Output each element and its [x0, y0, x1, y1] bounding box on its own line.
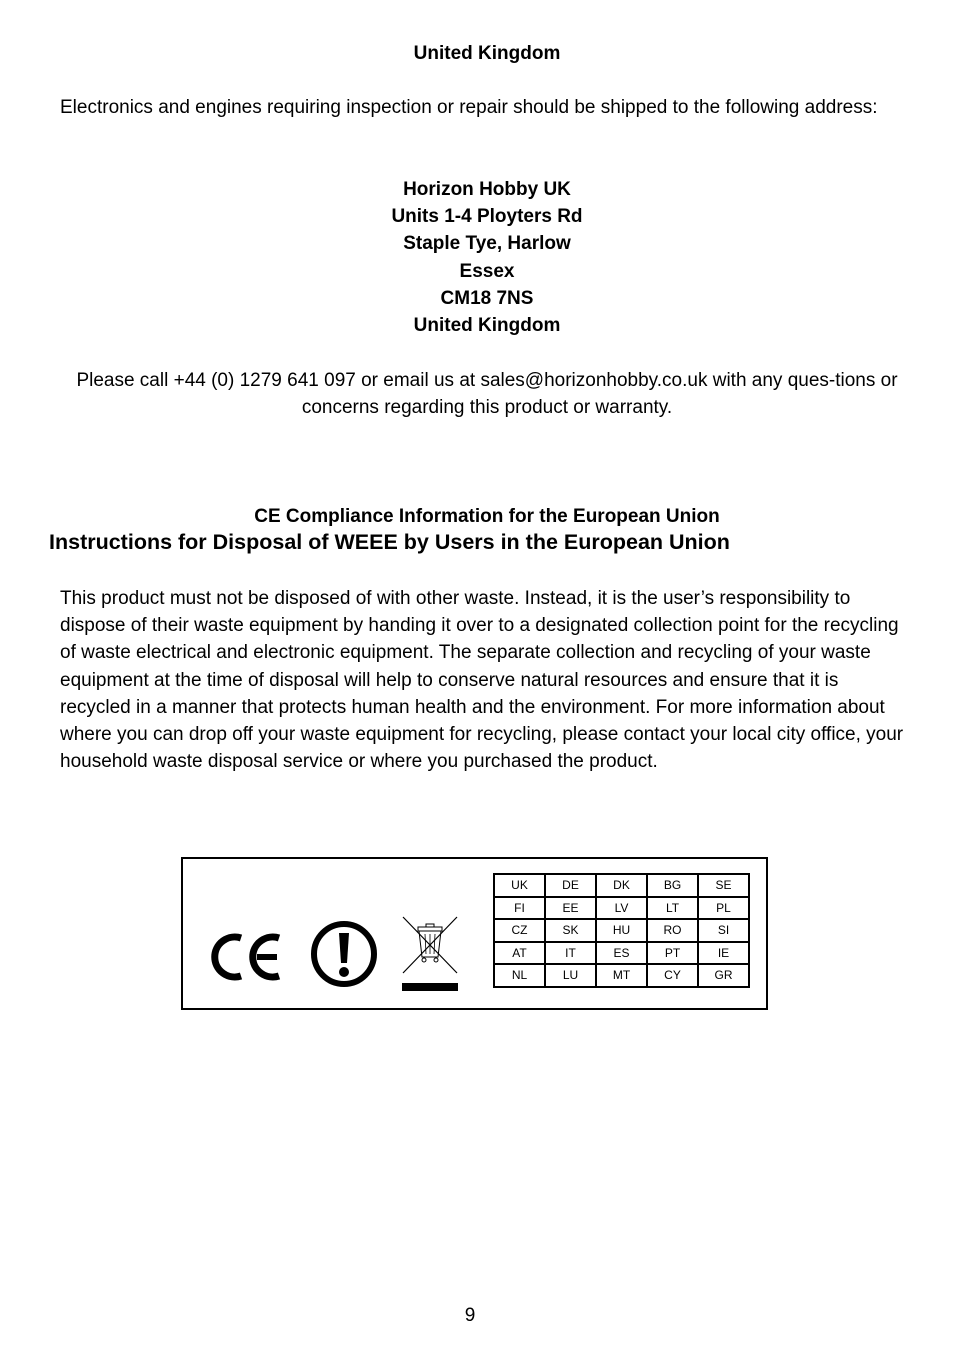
country-code: DK — [596, 874, 647, 897]
contact-paragraph: Please call +44 (0) 1279 641 097 or email us at sales@horizonhobby.co.uk with any ques-tions or concerns regarding this product or warranty. — [76, 370, 898, 419]
country-code: IT — [545, 942, 596, 965]
address-line: Essex — [459, 260, 515, 282]
address-line: CM18 7NS — [440, 287, 534, 309]
country-code: IE — [698, 942, 749, 965]
country-code: GR — [698, 964, 749, 987]
country-code: PT — [647, 942, 698, 965]
page-number: 9 — [464, 1305, 476, 1326]
crossed-bin-icon — [399, 913, 461, 993]
intro-paragraph: Electronics and engines requiring inspection or repair should be shipped to the following address: — [60, 97, 878, 118]
country-code: DE — [545, 874, 596, 897]
address-line: Staple Tye, Harlow — [403, 233, 571, 255]
service-address — [0, 176, 954, 339]
country-code: PL — [698, 897, 749, 920]
country-code: CZ — [494, 919, 545, 942]
ce-compliance-title: CE Compliance Information for the European Union — [254, 506, 720, 527]
address-line: Horizon Hobby UK — [403, 179, 571, 200]
country-code: LV — [596, 897, 647, 920]
country-code: AT — [494, 942, 545, 965]
section-heading-uk: United Kingdom — [413, 43, 561, 64]
country-code: LT — [647, 897, 698, 920]
country-code: SI — [698, 919, 749, 942]
country-code: EE — [545, 897, 596, 920]
country-code: CY — [647, 964, 698, 987]
weee-title: Instructions for Disposal of WEEE by Users in the European Union — [49, 530, 730, 554]
address-line: United Kingdom — [413, 314, 561, 336]
alert-mark-icon — [309, 919, 379, 989]
country-code: RO — [647, 919, 698, 942]
country-code: MT — [596, 964, 647, 987]
weee-paragraph: This product must not be disposed of with other waste. Instead, it is the user’s responsibility to dispose of their waste equipment by handing it over to a designated collection point for the recycling of waste electrical and electronic equipment. The separate collection and recycling of your waste equipment at the time of disposal will help to conserve natural resources and ensure that it is recycled in a manner that protects human health and the environment. For more information about where you can drop off your waste equipment for recycling, please contact your local city office, your household waste disposal service or where you purchased the product. — [60, 588, 904, 773]
certification-box — [181, 857, 768, 1010]
country-code: FI — [494, 897, 545, 920]
country-code: NL — [494, 964, 545, 987]
country-code: SE — [698, 874, 749, 897]
country-code: BG — [647, 874, 698, 897]
ce-mark-icon — [207, 929, 287, 985]
country-code-grid — [493, 873, 750, 988]
country-code: UK — [494, 874, 545, 897]
country-code: SK — [545, 919, 596, 942]
country-code: LU — [545, 964, 596, 987]
country-code: HU — [596, 919, 647, 942]
country-code: ES — [596, 942, 647, 965]
address-line: Units 1-4 Ployters Rd — [391, 206, 583, 228]
